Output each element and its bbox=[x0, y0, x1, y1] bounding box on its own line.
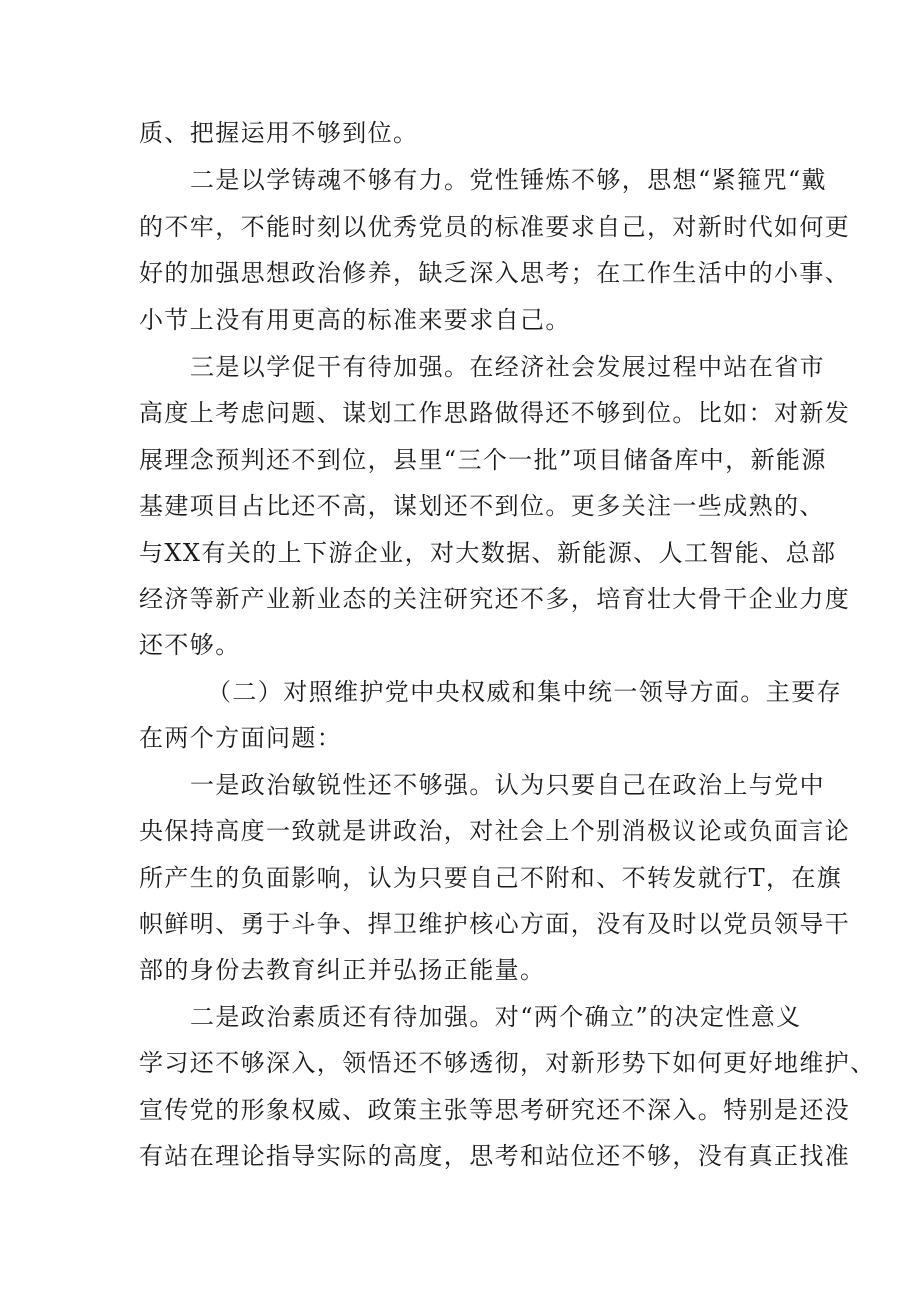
text-line: 的不牢，不能时刻以优秀党员的标准要求自己，对新时代如何更 bbox=[139, 213, 851, 241]
text-line: 质、把握运用不够到位。 bbox=[139, 119, 419, 147]
text-line: 学习还不够深入，领悟还不够透彻，对新形势下如何更好地维护、 bbox=[139, 1049, 876, 1077]
text-line: 二是政治素质还有待加强。对“两个确立”的决定性意义 bbox=[190, 1003, 802, 1031]
text-line: 央保持高度一致就是讲政治，对社会上个别消极议论或负面言论 bbox=[139, 817, 851, 845]
text-line: 小节上没有用更高的标准来要求自己。 bbox=[139, 306, 571, 334]
text-line: 基建项目占比还不高，谋划还不到位。更多关注一些成熟的、 bbox=[139, 492, 825, 520]
text-line: 三是以学促干有待加强。在经济社会发展过程中站在省市 bbox=[190, 353, 825, 381]
text-line: 一是政治敏锐性还不够强。认为只要自己在政治上与党中 bbox=[190, 771, 825, 799]
text-line: 宣传党的形象权威、政策主张等思考研究还不深入。特别是还没 bbox=[139, 1096, 851, 1124]
text-line: 帜鲜明、勇于斗争、捍卫维护核心方面，没有及时以党员领导干 bbox=[139, 910, 851, 938]
text-line: 还不够。 bbox=[139, 631, 241, 659]
text-line: 二是以学铸魂不够有力。党性锤炼不够，思想“紧箍咒“戴 bbox=[190, 166, 827, 194]
text-line: 在两个方面问题： bbox=[139, 724, 343, 752]
text-line: 所产生的负面影响，认为只要自己不附和、不转发就行T，在旗 bbox=[139, 864, 843, 892]
text-line: 与XX有关的上下游企业，对大数据、新能源、人工智能、总部 bbox=[139, 539, 837, 567]
text-line: 展理念预判还不到位，县里“三个一批”项目储备库中，新能源 bbox=[139, 446, 827, 474]
text-line: 部的身份去教育纠正并弘扬正能量。 bbox=[139, 956, 546, 984]
text-line: 高度上考虑问题、谋划工作思路做得还不够到位。比如：对新发 bbox=[139, 399, 851, 427]
section-heading: （二）对照维护党中央权威和集中统一领导方面。主要存 bbox=[207, 678, 842, 706]
text-line: 有站在理论指导实际的高度，思考和站位还不够，没有真正找准 bbox=[139, 1142, 851, 1170]
text-line: 经济等新产业新业态的关注研究还不多，培育壮大骨干企业力度 bbox=[139, 585, 851, 613]
text-line: 好的加强思想政治修养，缺乏深入思考；在工作生活中的小事、 bbox=[139, 259, 851, 287]
